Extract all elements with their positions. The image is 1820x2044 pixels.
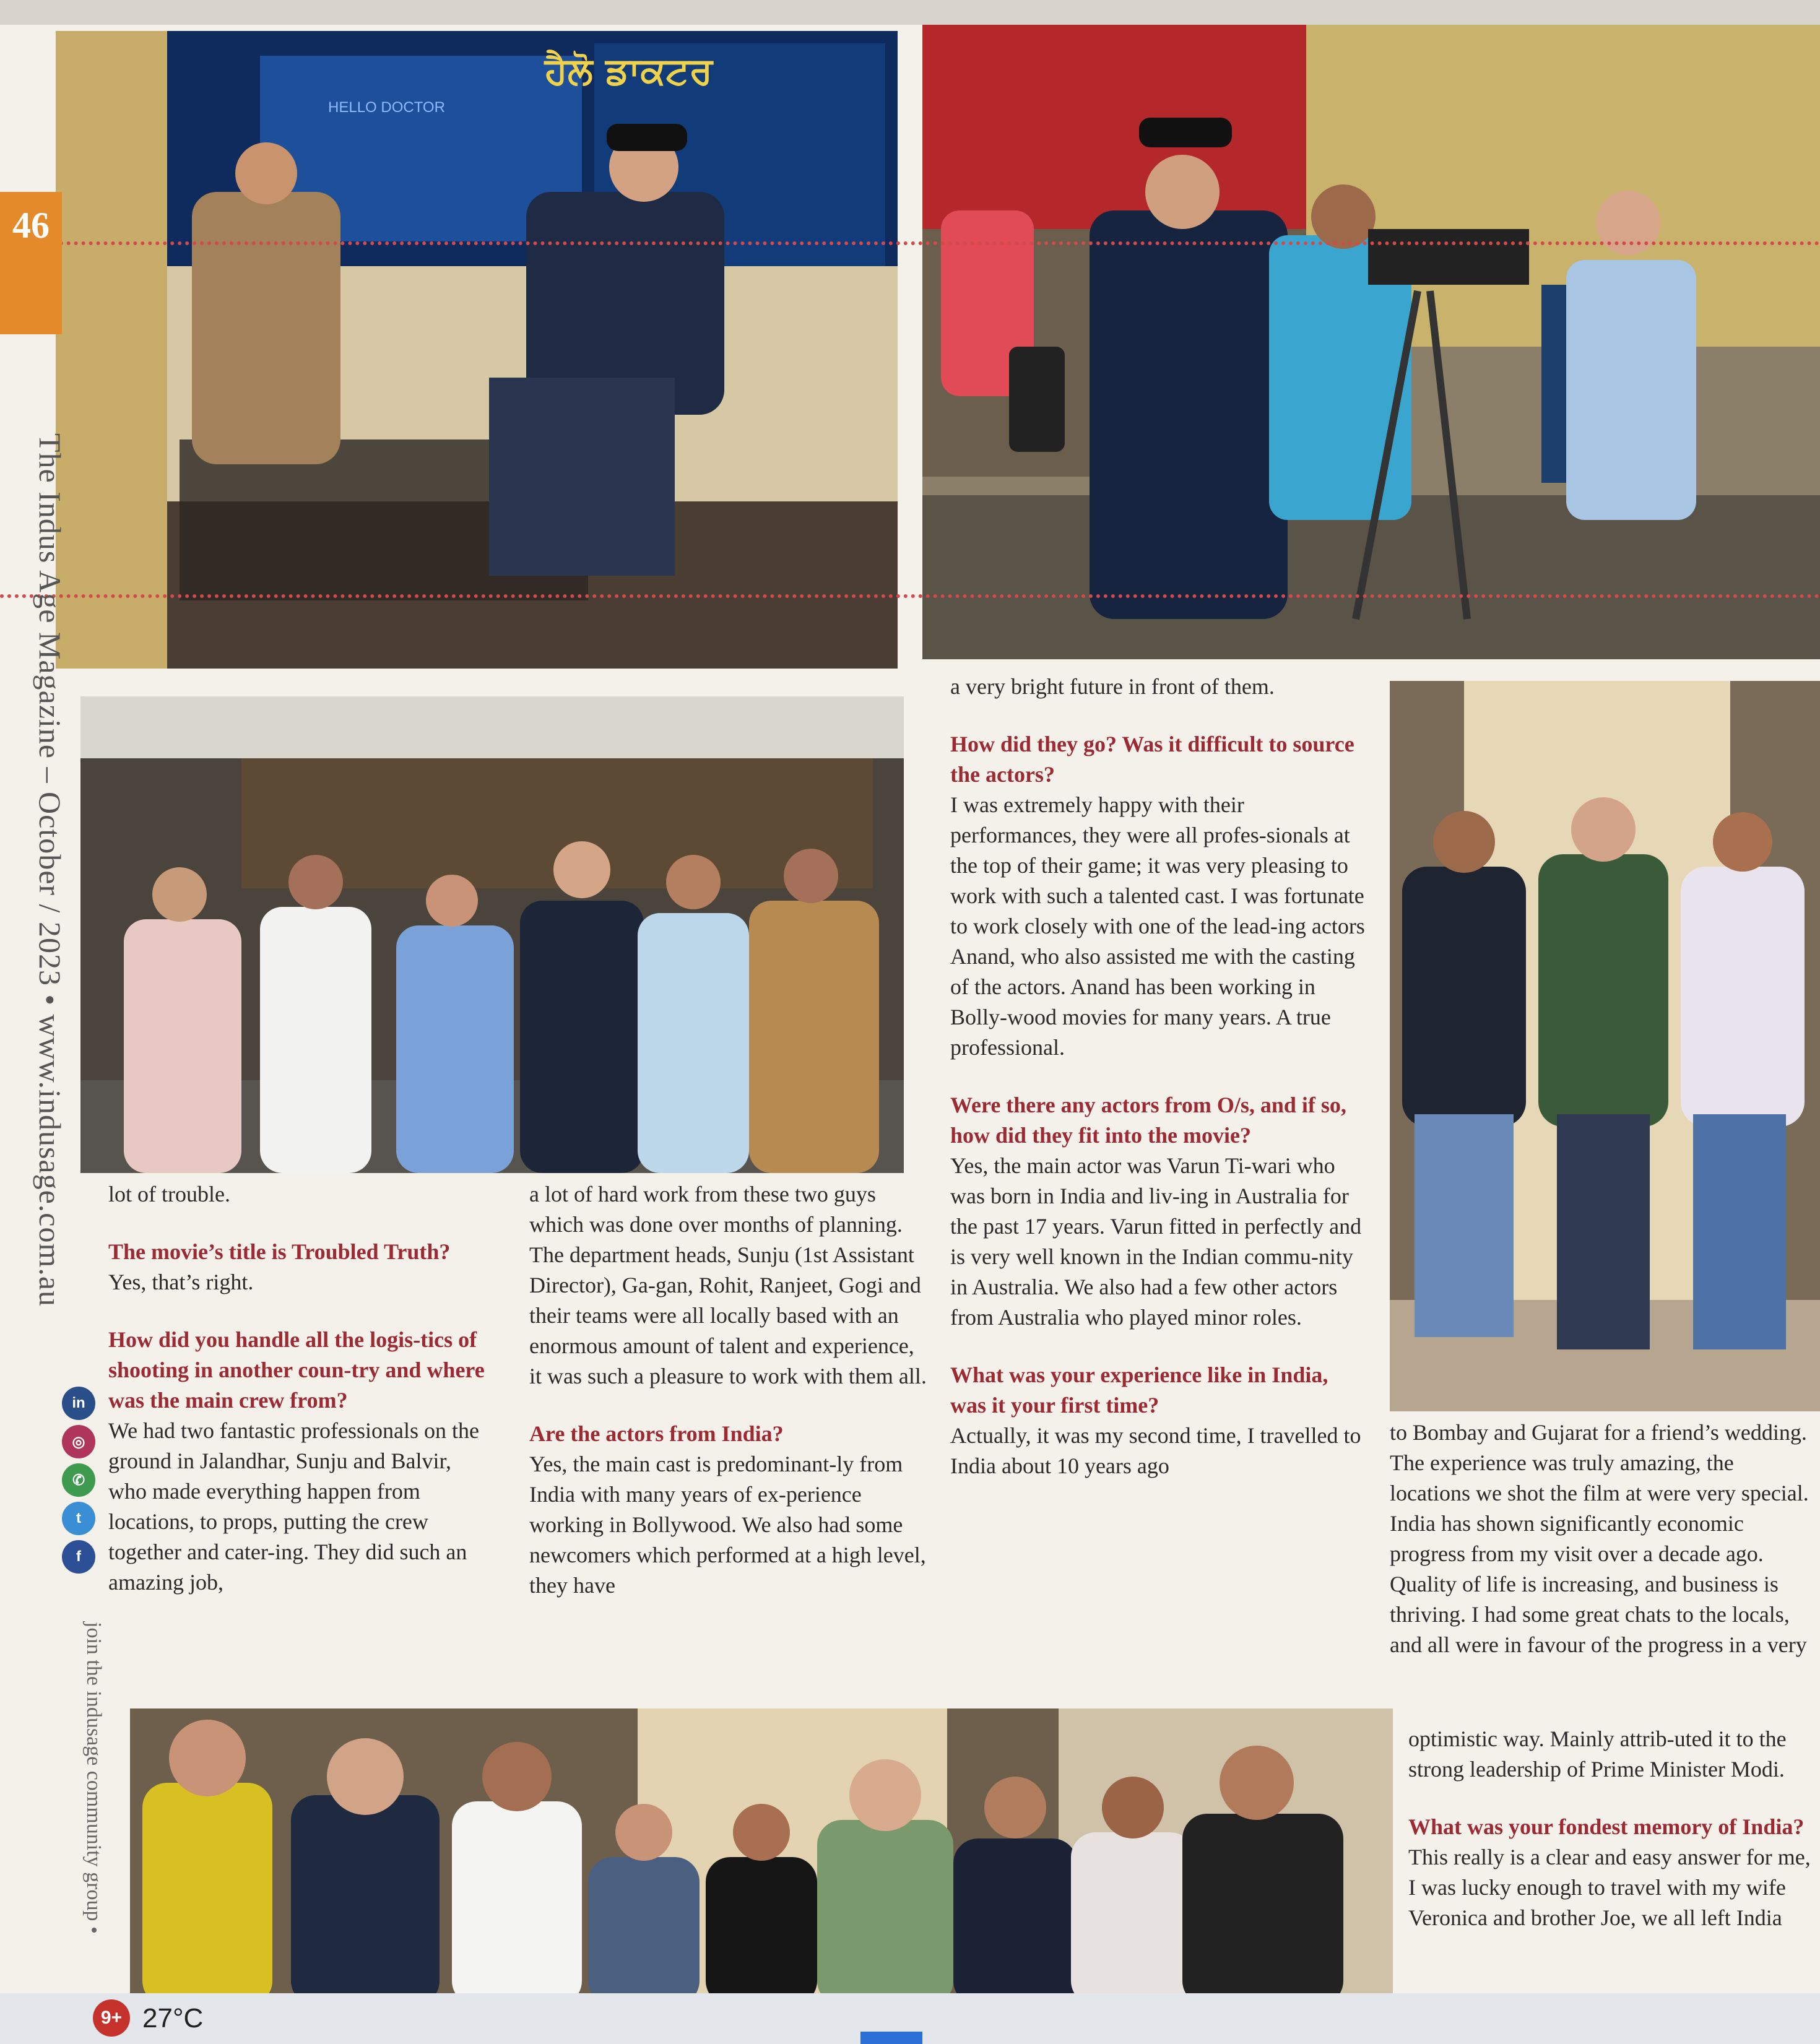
col3-question-2: Were there any actors from O/s, and if so, how did they fit into the movie?	[950, 1093, 1346, 1148]
whatsapp-icon[interactable]: ✆	[62, 1463, 95, 1497]
col3-answer-1: I was extremely happy with their performances, they were all profes-sionals at the top of their game; it was very pleasing to work with such a talented cast. I was fortunate to work closely with one of the lead-ing actors Anand, who also assisted me with the casting of the actors. Anand has been working in Bolly-wood movies for many years. A true professional.	[950, 792, 1365, 1060]
weather-temperature[interactable]: 27°C	[142, 2003, 204, 2033]
notification-badge[interactable]: 9+	[93, 1999, 130, 2037]
photo-three-men	[1390, 681, 1820, 1411]
spine-magazine-name: The Indus Age Magazine	[33, 433, 67, 760]
screen-moire-line-1	[0, 241, 1820, 245]
article-column-3	[950, 672, 1365, 1481]
instagram-icon[interactable]: ◎	[62, 1425, 95, 1458]
article-column-4	[1390, 1418, 1811, 1660]
col1-answer-1: Yes, that’s right.	[108, 1270, 254, 1294]
spine-date: October / 2023	[33, 792, 67, 986]
facebook-icon[interactable]: f	[62, 1540, 95, 1574]
photo-studio-interview	[56, 31, 898, 669]
col3-lead-text: a very bright future in front of them.	[950, 674, 1275, 699]
start-button-icon[interactable]	[860, 2032, 922, 2044]
page-number: 46	[0, 192, 62, 334]
col3-question-3: What was your experience like in India, was it your first time?	[950, 1362, 1328, 1418]
col1-question-2: How did you handle all the logis-tics of shooting in another coun-try and where was the main crew from?	[108, 1327, 485, 1413]
top-strip	[0, 0, 1820, 25]
col3-question-1: How did they go? Was it difficult to source the actors?	[950, 732, 1354, 787]
taskbar	[0, 1993, 1820, 2044]
linkedin-icon[interactable]: in	[62, 1387, 95, 1420]
col4-answer-1: This really is a clear and easy answer for me, I was lucky enough to travel with my wife Veronica and brother Joe, we all left India	[1408, 1845, 1811, 1930]
col1-question-1: The movie’s title is Troubled Truth?	[108, 1239, 451, 1264]
col3-answer-2: Yes, the main actor was Varun Ti-wari who was born in India and liv-ing in Australia for the past 17 years. Varun fitted in perfectly and is very well known in the Indian commu-nity in Australia. We also had a few other actors from Australia who played minor roles.	[950, 1153, 1362, 1330]
screen-moire-line-2	[0, 594, 1820, 598]
photo-filming-crew	[922, 25, 1820, 659]
article-column-2	[529, 1179, 929, 1601]
studio-sign-subtext: HELLO DOCTOR	[328, 99, 445, 116]
col3-answer-3: Actually, it was my second time, I travelled to India about 10 years ago	[950, 1423, 1361, 1478]
col2-answer-1: Yes, the main cast is predominant-ly from India with many years of ex-perience working in Bollywood. We also had some newcomers which performed at a high level, they have	[529, 1452, 926, 1598]
community-group-text: join the indusage community group •	[82, 1622, 105, 1934]
col2-question-1: Are the actors from India?	[529, 1421, 784, 1446]
col4-continued-text: optimistic way. Mainly attrib-uted it to the strong leadership of Prime Minister Modi.	[1408, 1726, 1787, 1782]
magazine-page	[0, 25, 1820, 2006]
col1-answer-2: We had two fantastic professionals on the ground in Jalandhar, Sunju and Balvir, who made everything happen from locations, to props, putting the crew together and cater-ing. They did such an amazing job,	[108, 1418, 479, 1595]
col1-lead-text: lot of trouble.	[108, 1182, 230, 1206]
spine-bullet: •	[33, 985, 67, 1015]
spine-text	[25, 433, 68, 1362]
spine-website-link[interactable]: www.indusage.com.au	[33, 1014, 67, 1307]
photo-large-group	[130, 1708, 1393, 2006]
photo-group-six	[80, 696, 904, 1173]
col2-lead-text: a lot of hard work from these two guys which was done over months of planning. The department heads, Sunju (1st Assistant Director), Ga-gan, Rohit, Ranjeet, Gogi and their teams were all locally based with an enormous amount of talent and experience, it was such a pleasure to work with them all.	[529, 1182, 927, 1388]
article-column-4-continued	[1408, 1724, 1811, 1933]
col4-question-1: What was your fondest memory of India?	[1408, 1814, 1805, 1839]
article-column-1	[108, 1179, 492, 1598]
studio-sign-text: ਹੈਲੋ ਡਾਕਟਰ	[545, 50, 713, 93]
col4-lead-text: to Bombay and Gujarat for a friend’s wedding. The experience was truly amazing, the locations we shot the film at were very special. India has shown significantly economic progress from my visit over a decade ago. Quality of life is increasing, and business is thriving. I had some great chats to the locals, and all were in favour of the progress in a very	[1390, 1420, 1809, 1657]
twitter-icon[interactable]: t	[62, 1502, 95, 1535]
spine-separator: –	[33, 759, 67, 792]
